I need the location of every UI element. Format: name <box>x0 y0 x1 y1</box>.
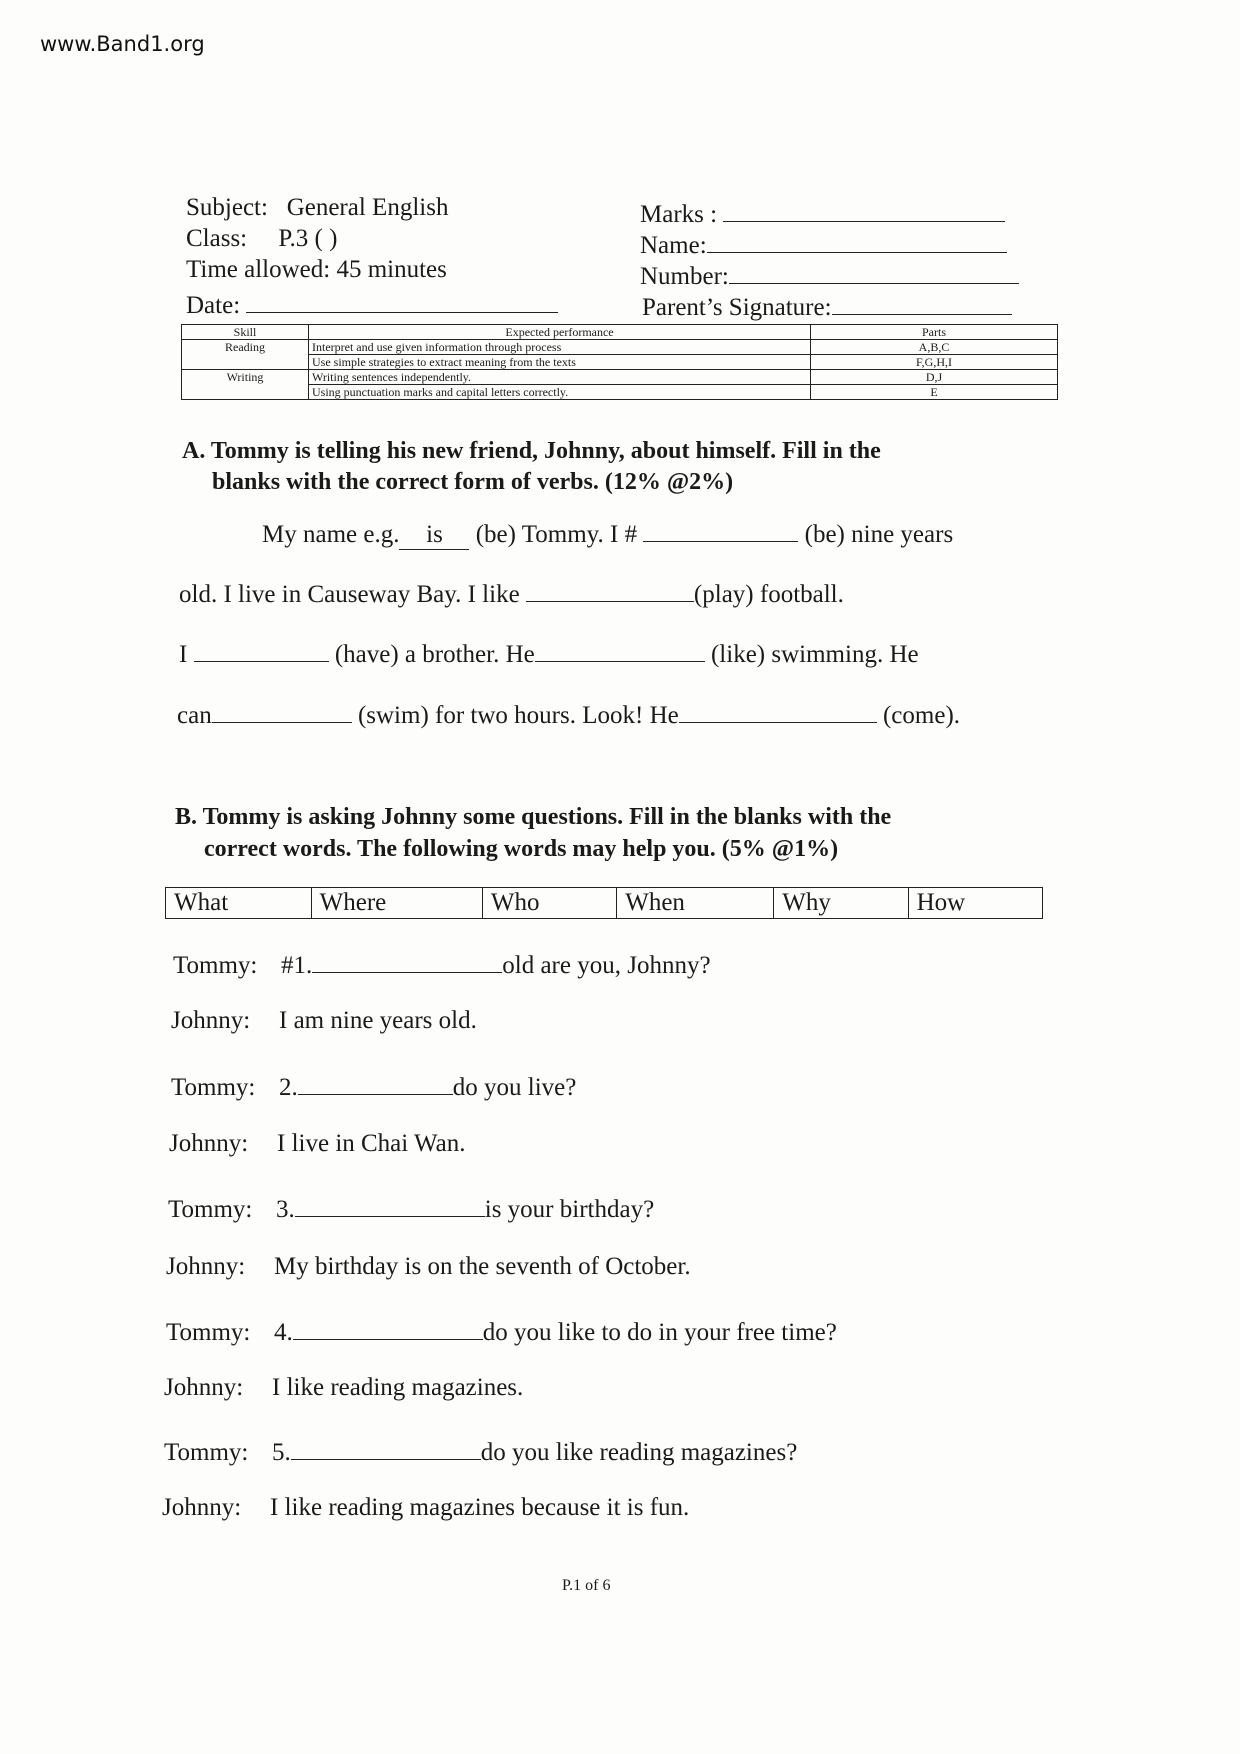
question-number: 5. <box>272 1439 291 1466</box>
text: (come). <box>882 702 961 729</box>
section-a-instructions: blanks with the correct form of verbs. (12% @2%) <box>212 469 734 495</box>
name-label: Name: <box>640 232 707 259</box>
header-cell: Parts <box>811 325 1058 340</box>
header-cell: Skill <box>182 325 309 340</box>
date-field[interactable] <box>246 287 558 313</box>
section-a-line-2 <box>179 576 844 609</box>
number-label: Number: <box>640 263 729 290</box>
text: (play) football. <box>693 581 844 608</box>
performance-cell: Writing sentences independently. <box>309 370 811 385</box>
date-row <box>186 287 558 320</box>
marks-field[interactable] <box>723 196 1005 222</box>
class-label: Class: <box>186 225 248 252</box>
section-b-title: B. Tommy is asking Johnny some questions. Fill in the blanks with the <box>175 804 892 830</box>
speaker: Tommy: <box>166 1319 251 1346</box>
dialogue-line <box>173 947 711 980</box>
parts-cell: F,G,H,I <box>811 355 1058 370</box>
word-what: What <box>166 888 312 919</box>
dialogue-text: My birthday is on the seventh of October. <box>274 1253 691 1280</box>
answer-blank[interactable] <box>293 1314 483 1340</box>
signature-field[interactable] <box>832 289 1012 315</box>
answer-blank[interactable] <box>643 516 798 542</box>
answer-blank[interactable] <box>194 636 329 662</box>
text: (have) a brother. He <box>334 641 535 668</box>
answer-blank[interactable] <box>679 697 877 723</box>
section-a-line-1 <box>262 516 953 550</box>
dialogue-text: old are you, Johnny? <box>502 952 711 979</box>
speaker: Tommy: <box>164 1439 249 1466</box>
section-b-instructions: correct words. The following words may help you. (5% @1%) <box>204 836 839 862</box>
time-label: Time allowed: <box>186 256 331 283</box>
name-row <box>640 227 1007 260</box>
answer-blank[interactable] <box>212 697 352 723</box>
dialogue-line <box>169 1130 465 1158</box>
answer-blank[interactable] <box>312 947 502 973</box>
signature-label: Parent’s Signature: <box>642 294 832 321</box>
example-answer: is <box>399 521 469 550</box>
text: (be) Tommy. I # <box>475 521 638 548</box>
word-how: How <box>908 888 1042 919</box>
class-row <box>186 225 337 253</box>
word-when: When <box>617 888 774 919</box>
word-where: Where <box>311 888 482 919</box>
performance-cell: Use simple strategies to extract meaning from the texts <box>309 355 811 370</box>
performance-cell: Using punctuation marks and capital letters correctly. <box>309 385 811 400</box>
number-field[interactable] <box>729 258 1019 284</box>
question-number: 4. <box>274 1319 293 1346</box>
dialogue-text: I am nine years old. <box>279 1007 477 1034</box>
skill-cell: Reading <box>182 340 309 355</box>
subject-row <box>186 194 448 222</box>
section-a-title: A. Tommy is telling his new friend, Johnny, about himself. Fill in the <box>182 438 881 464</box>
section-a-line-4 <box>177 697 960 730</box>
answer-blank[interactable] <box>535 636 705 662</box>
answer-blank[interactable] <box>295 1191 485 1217</box>
marks-label: Marks : <box>640 201 718 228</box>
signature-row <box>642 289 1012 322</box>
text: (like) swimming. He <box>710 641 919 668</box>
table-row <box>182 370 1058 385</box>
dialogue-text: I like reading magazines. <box>272 1374 524 1401</box>
text: old. I live in Causeway Bay. I like <box>179 581 520 608</box>
number-row <box>640 258 1019 291</box>
word-bank <box>165 887 1043 919</box>
dialogue-text: is your birthday? <box>484 1196 655 1223</box>
speaker: Johnny: <box>169 1130 249 1157</box>
dialogue-text: I like reading magazines because it is fun. <box>270 1494 690 1521</box>
marks-row <box>640 196 1005 229</box>
parts-cell: E <box>811 385 1058 400</box>
dialogue-line <box>166 1253 691 1281</box>
parts-cell: A,B,C <box>811 340 1058 355</box>
header-cell: Expected performance <box>309 325 811 340</box>
parts-cell: D,J <box>811 370 1058 385</box>
question-number: 3. <box>276 1196 295 1223</box>
section-a-line-3 <box>179 636 919 669</box>
word-why: Why <box>774 888 908 919</box>
question-number: #1. <box>281 952 313 979</box>
speaker: Tommy: <box>168 1196 253 1223</box>
dialogue-text: do you live? <box>452 1074 577 1101</box>
question-number: 2. <box>279 1074 298 1101</box>
table-row <box>182 355 1058 370</box>
name-field[interactable] <box>707 227 1007 253</box>
dialogue-line <box>171 1069 576 1102</box>
text: (swim) for two hours. Look! He <box>357 702 679 729</box>
speaker: Tommy: <box>171 1074 256 1101</box>
speaker: Johnny: <box>171 1007 251 1034</box>
dialogue-text: do you like to do in your free time? <box>482 1319 837 1346</box>
text: can <box>177 702 212 729</box>
text: I <box>179 641 188 668</box>
dialogue-text: do you like reading magazines? <box>480 1439 798 1466</box>
table-row <box>182 385 1058 400</box>
time-value: 45 minutes <box>336 256 447 283</box>
dialogue-line <box>171 1007 477 1035</box>
dialogue-line <box>168 1191 654 1224</box>
answer-blank[interactable] <box>526 576 694 602</box>
dialogue-line <box>166 1314 837 1347</box>
dialogue-line <box>162 1494 689 1522</box>
speaker: Johnny: <box>164 1374 244 1401</box>
subject-value: General English <box>286 194 449 221</box>
speaker: Johnny: <box>162 1494 242 1521</box>
subject-label: Subject: <box>186 194 268 221</box>
class-value: P.3 ( ) <box>278 225 338 252</box>
speaker: Johnny: <box>166 1253 246 1280</box>
page-number: P.1 of 6 <box>562 1577 611 1594</box>
speaker: Tommy: <box>173 952 258 979</box>
skill-cell: Writing <box>182 370 309 385</box>
word-who: Who <box>482 888 616 919</box>
dialogue-line <box>164 1434 797 1467</box>
table-row <box>182 340 1058 355</box>
answer-blank[interactable] <box>298 1069 453 1095</box>
answer-blank[interactable] <box>291 1434 481 1460</box>
site-watermark: www.Band1.org <box>40 32 205 56</box>
time-row <box>186 256 447 284</box>
skills-table <box>181 324 1058 400</box>
table-header-row <box>182 325 1058 340</box>
date-label: Date: <box>186 292 241 319</box>
text: (be) nine years <box>804 521 954 548</box>
dialogue-text: I live in Chai Wan. <box>277 1130 466 1157</box>
performance-cell: Interpret and use given information through process <box>309 340 811 355</box>
dialogue-line <box>164 1374 523 1402</box>
text: My name e.g. <box>262 521 400 548</box>
